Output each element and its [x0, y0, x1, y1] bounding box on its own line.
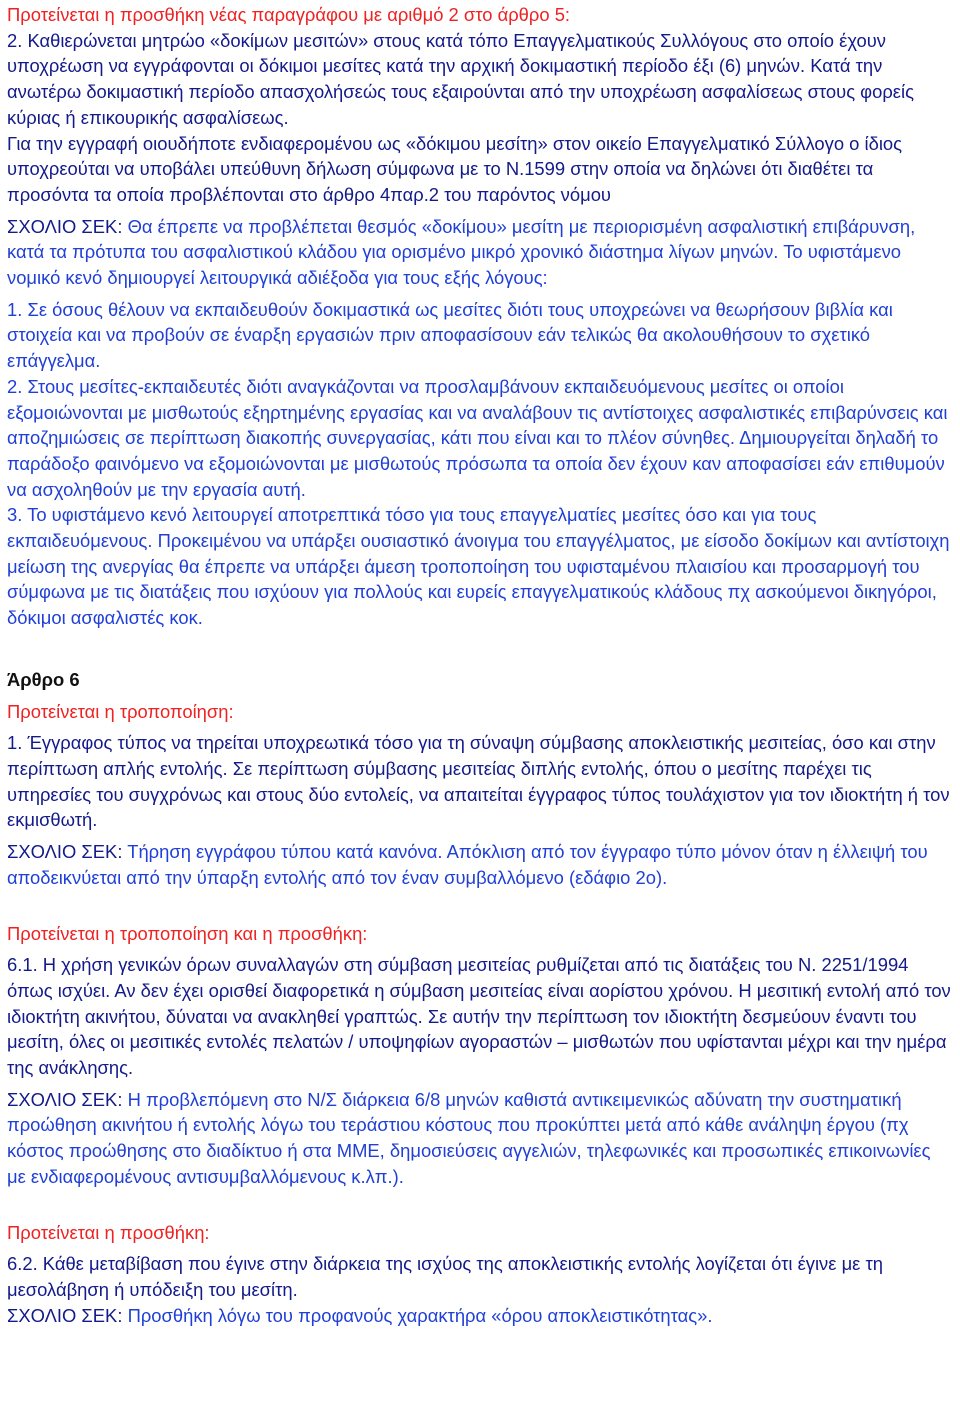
article-6-heading: Άρθρο 6 — [7, 668, 80, 690]
registration-paragraph: Για την εγγραφή οιουδήποτε ενδιαφερομένου ως «δόκιμου μεσίτη» στον οικείο Επαγγελματικό Σύλλογο ο ίδιος υποχρεούται να υποβάλει υπεύθυνη δήλωση σύμφωνα με το Ν.1599 στην οποία να δηλώνει ότι διαθέτει τα προσόντα τα οποία προβλέπονται στο άρθρο 4παρ.2 του παρόντος νόμου — [7, 132, 902, 205]
reason-2 — [7, 374, 953, 503]
proposal-addition-heading: Προτείνεται η προσθήκη: — [7, 1221, 210, 1243]
sek-comment-2-label: ΣΧΟΛΙΟ ΣΕΚ: — [7, 841, 123, 863]
item-6-1-part-4: Σε αυτήν την περίπτωση τον ιδιοκτήτη δεσμεύουν έναντι του μεσίτη, όλες οι μεσιτικές εντολές πελατών / υποψηφίων αγοραστών – μισθωτών που υφίστανται μέχρι και την ημέρα της ανάκλησης. — [7, 1005, 947, 1079]
sek-comment-3 — [7, 1087, 953, 1190]
sek-comment-label: ΣΧΟΛΙΟ ΣΕΚ: — [7, 215, 123, 237]
sek-comment-text-2: Το υφιστάμενο νομικό κενό δημιουργεί λειτουργικά αδιέξοδα για τους εξής λόγους: — [7, 241, 902, 289]
item-6-1-part-2: Αν δεν έχει ορισθεί διαφορετικά η σύμβαση μεσιτείας είναι αορίστου χρόνου. — [114, 979, 734, 1001]
article-6-item-1 — [7, 730, 953, 833]
proposal-amendment-heading: Προτείνεται η τροποποίηση: — [7, 700, 234, 722]
reason-3 — [7, 502, 953, 631]
reason-1: 1. Σε όσους θέλουν να εκπαιδευθούν δοκιμαστικά ως μεσίτες διότι τους υποχρεώνει να θεωρήσουν βιβλία και στοιχεία και να προβούν σε έναρξη εργασιών πριν αποφασίσουν εάν τελικώς θα ακολουθήσουν το σχετικό επάγγελμα. — [7, 298, 893, 372]
article-6-item-6-1 — [7, 952, 953, 1081]
reason-3-part-2: Προκειμένου να υπάρξει ουσιαστικό άνοιγμα του επαγγέλματος, με είσοδο δοκίμων και αντίστοιχη μείωση της ανεργίας θα έπρεπε να υπάρξει άμεση τροποποίηση του υφισταμένου πλαισίου και προσαρμογή του σύμφωνα με τις διατάξεις που ισχύουν για πολλούς και ευρείς επαγγελματικούς κλάδους πχ ασκούμενοι δικηγόροι, δόκιμοι ασφαλιστές κοκ. — [7, 530, 950, 629]
article-6-item-6-2: 6.2. Κάθε μεταβίβαση που έγινε στην διάρκεια της ισχύος της αποκλειστικής εντολής λογίζεται ότι έγινε με τη μεσολάβηση ή υπόδειξη του μεσίτη. — [7, 1253, 883, 1300]
sek-comment-4 — [7, 1303, 953, 1329]
sek-comment-3-text: Η προβλεπόμενη στο Ν/Σ διάρκεια 6/8 μηνών καθιστά αντικειμενικώς αδύνατη την συστηματική προώθηση ακινήτου ή εντολής λόγω του τεράστιου κόστους που προκύπτει μετά από κάθε ανάληψη έργου (πχ κόστος προώθησης στο διαδίκτυο ή στα ΜΜΕ, δημοσιεύσεις αγγελιών, τηλεφωνικές και προσωπικές επικοινωνίες με ενδιαφερομένους αντισυμβαλλόμενους κ.λπ.). — [7, 1088, 931, 1187]
sek-comment-4-label: ΣΧΟΛΙΟ ΣΕΚ: — [7, 1304, 123, 1326]
paragraph-2-text — [7, 28, 953, 131]
item-6-1-part-1: 6.1. Η χρήση γενικών όρων συναλλαγών στη σύμβαση μεσιτείας ρυθμίζεται από τις διατάξεις του Ν. 2251/1994 όπως ισχύει. — [7, 954, 909, 1001]
sek-comment-1 — [7, 214, 953, 291]
item-1-part-1: 1. Έγγραφος τύπος να τηρείται υποχρεωτικά τόσο για τη σύναψη σύμβασης αποκλειστικής μεσιτείας, όσο και στην περίπτωση απλής εντολής. — [7, 732, 936, 779]
sek-comment-3-label: ΣΧΟΛΙΟ ΣΕΚ: — [7, 1088, 123, 1110]
sek-comment-text: Θα έπρεπε να προβλέπεται θεσμός «δοκίμου» μεσίτη με περιορισμένη ασφαλιστική επιβάρυνση, κατά τα πρότυπα του ασφαλιστικού κλάδου για ορισμένο μικρό χρονικό διάστημα λίγων μηνών. — [7, 215, 916, 263]
sek-comment-4-text: Προσθήκη λόγω του προφανούς χαρακτήρα «όρου αποκλειστικότητας». — [127, 1304, 713, 1326]
sek-comment-2-part-1: Τήρηση εγγράφου τύπου κατά κανόνα. — [127, 841, 443, 863]
proposal-add-paragraph-heading: Προτείνεται η προσθήκη νέας παραγράφου με αριθμό 2 στο άρθρο 5: — [7, 4, 571, 25]
sek-comment-2 — [7, 839, 953, 890]
paragraph-2-part-1: 2. Καθιερώνεται μητρώο «δοκίμων μεσιτών» στους κατά τόπο Επαγγελματικούς Συλλόγους στο οποίο έχουν υποχρέωση να εγγράφονται οι δόκιμοι μεσίτες κατά την αρχική δοκιμαστική περίοδο έξι (6) μηνών. — [7, 29, 886, 77]
item-6-1-part-3: Η μεσιτική εντολή από τον ιδιοκτήτη ακινήτου, δύναται να ανακληθεί γραπτώς. — [7, 979, 951, 1027]
reason-2-part-2: Δημιουργείται δηλαδή το παράδοξο φαινόμενο να εξομοιώνονται με μισθωτούς πρόσωπα τα οποία δεν έχουν καν αποφασίσει εάν επιθυμούν να ασχοληθούν με την εργασία αυτή. — [7, 427, 945, 500]
reason-2-part-1: 2. Στους μεσίτες-εκπαιδευτές διότι αναγκάζονται να προσλαμβάνουν εκπαιδευόμενους μεσίτες οι οποίοι εξομοιώνονται με μισθωτούς εξηρτημένης εργασίας και να αναλάβουν τις αντίστοιχες ασφαλιστικές επιβαρύνσεις και αποζημιώσεις σε περίπτωση διακοπής συνεργασίας, κάτι που είναι και το πλέον σύνηθες. — [7, 375, 948, 449]
reason-3-part-1: 3. Το υφιστάμενο κενό λειτουργεί αποτρεπτικά τόσο για τους επαγγελματίες μεσίτες όσο και για τους εκπαιδευόμενους. — [7, 504, 817, 552]
proposal-amendment-addition-heading: Προτείνεται η τροποποίηση και η προσθήκη: — [7, 922, 368, 944]
paragraph-2-part-2: Κατά την ανωτέρω δοκιμαστική περίοδο απασχολήσεώς τους εξαιρούνται από την υποχρέωση ασφαλίσεως στους φορείς κύριας ή επικουρικής ασφαλίσεως. — [7, 55, 914, 128]
item-1-part-2: Σε περίπτωση σύμβασης μεσιτείας διπλής εντολής, όπου ο μεσίτης παρέχει τις υπηρεσίες του συγχρόνως και στους δύο εντολείς, να απαιτείται έγγραφος τύπος τουλάχιστον για τον ιδιοκτήτη ή τον εκμισθωτή. — [7, 757, 950, 831]
sek-comment-2-part-2: Απόκλιση από τον έγγραφο τύπο μόνον όταν η έλλειψή του αποδεικνύεται από την ύπαρξη εντολής από τον έναν συμβαλλόμενο (εδάφιο 2ο). — [7, 841, 928, 888]
